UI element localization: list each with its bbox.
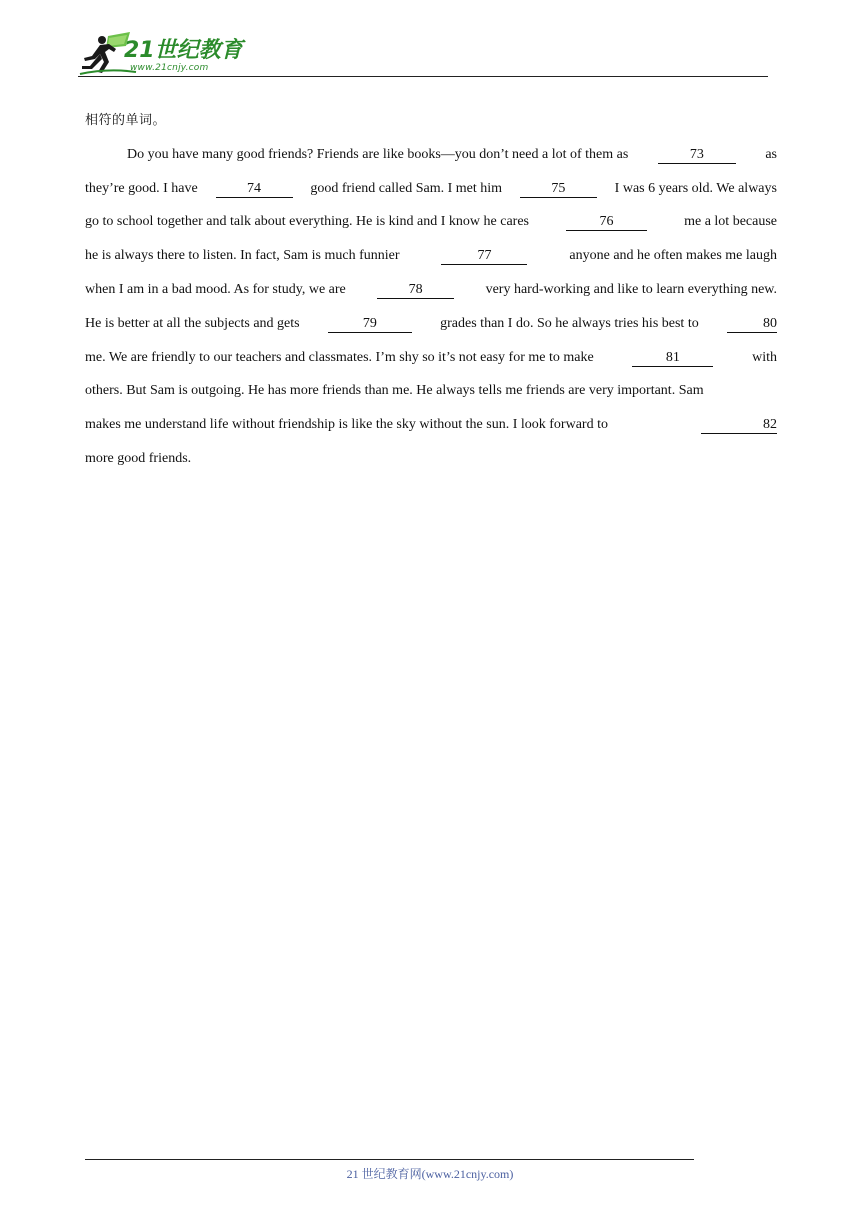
passage-text: with — [752, 349, 777, 365]
passage-line — [85, 341, 777, 375]
passage-line — [85, 374, 777, 408]
passage-line — [85, 408, 777, 442]
passage — [85, 104, 777, 476]
passage-text: when I am in a bad mood. As for study, we are — [85, 281, 346, 297]
logo-brand-text: 21世纪教育 — [124, 38, 243, 63]
answer-blank-79[interactable]: 79 — [328, 316, 412, 333]
passage-line — [85, 307, 777, 341]
answer-blank-78[interactable]: 78 — [377, 282, 454, 299]
passage-text: me a lot because — [684, 214, 777, 230]
passage-text: grades than I do. So he always tries his best to — [440, 315, 699, 331]
passage-text: very hard-working and like to learn everything new. — [485, 281, 777, 297]
passage-text: Do you have many good friends? Friends are like books—you don’t need a lot of them as — [127, 146, 629, 162]
passage-line — [85, 138, 777, 172]
passage-text: as — [765, 146, 777, 162]
header-divider — [78, 76, 768, 77]
logo — [78, 30, 268, 76]
passage-line — [85, 205, 777, 239]
passage-text: go to school together and talk about everything. He is kind and I know he cares — [85, 214, 529, 230]
answer-blank-81[interactable]: 81 — [632, 350, 713, 367]
answer-blank-80[interactable]: 80 — [727, 316, 777, 333]
passage-text: more good friends. — [85, 450, 192, 466]
passage-text: they’re good. I have — [85, 180, 198, 196]
passage-line — [85, 273, 777, 307]
answer-blank-76[interactable]: 76 — [566, 214, 647, 231]
answer-blank-77[interactable]: 77 — [441, 248, 527, 265]
answer-blank-75[interactable]: 75 — [520, 181, 597, 198]
passage-text: me. We are friendly to our teachers and classmates. I’m shy so it’s not easy for me to make — [85, 349, 594, 365]
passage-text: He is better at all the subjects and gets — [85, 315, 300, 331]
passage-text: makes me understand life without friendship is like the sky without the sun. I look forward to — [85, 417, 608, 433]
passage-line — [85, 442, 777, 476]
page-header — [78, 30, 768, 78]
footer-source: 21 世纪教育网(www.21cnjy.com) — [346, 1167, 514, 1181]
passage-text: he is always there to listen. In fact, Sam is much funnier — [85, 248, 400, 264]
passage-text: I was 6 years old. We always — [614, 180, 777, 196]
answer-blank-73[interactable]: 73 — [658, 147, 736, 164]
answer-blank-74[interactable]: 74 — [216, 181, 293, 198]
answer-blank-82[interactable]: 82 — [701, 417, 777, 434]
instruction-fragment: 相符的单词。 — [85, 113, 167, 128]
passage-text: others. But Sam is outgoing. He has more friends than me. He always tells me friends are very important. Sam — [85, 383, 704, 399]
passage-text: anyone and he often makes me laugh — [569, 248, 777, 264]
passage-line — [85, 239, 777, 273]
footer-divider — [85, 1159, 694, 1160]
passage-line — [85, 172, 777, 206]
logo-url-text: www.21cnjy.com — [130, 63, 209, 73]
passage-text: good friend called Sam. I met him — [310, 180, 503, 196]
